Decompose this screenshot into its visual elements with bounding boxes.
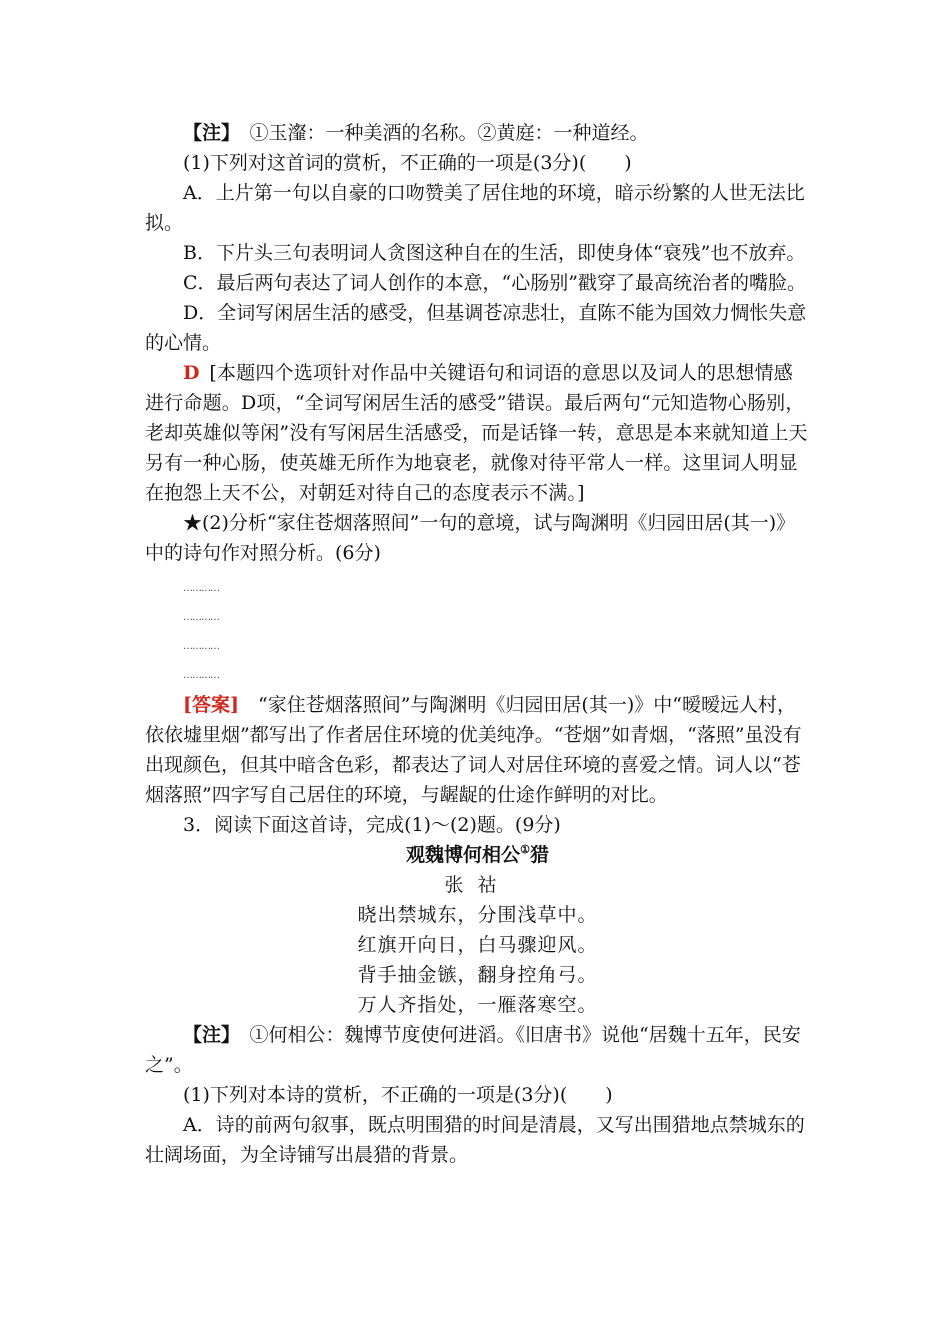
option-c: C．最后两句表达了词人创作的本意，“心肠别”戳穿了最高统治者的嘴脸。	[183, 272, 806, 294]
answer-line: …………	[183, 670, 219, 681]
q2-sub2-answer	[145, 690, 810, 810]
q2-sub1-stem: (1)下列对这首词的赏析，不正确的一项是(3分)( )	[183, 152, 632, 174]
note-label: 【注】	[183, 1024, 231, 1046]
note-text: ①玉瀣：一种美酒的名称。②黄庭：一种道经。	[249, 122, 649, 144]
q3-note	[145, 1020, 810, 1080]
poem-line: 红旗开向日，白马骤迎风。	[357, 934, 598, 956]
poem-title-end: 猎	[529, 844, 549, 866]
note-text: ①何相公：魏博节度使何进滔。《旧唐书》说他“居魏十五年，民安之”。	[145, 1024, 801, 1076]
poem-title	[145, 840, 810, 870]
answer-line: …………	[183, 583, 219, 594]
answer-text: “家住苍烟落照间”与陶渊明《归园田居(其一)》中“暧暧远人村，依依墟里烟”都写出了作者居住环境的优美纯净。“苍烟”如青烟，“落照”虽没有出现颜色，但其中暗含色彩，都表达了词人对居住环境的喜爱之情。词人以“苍烟落照”四字写自己居住的环境，与龌龊的仕途作鲜明的对比。	[145, 694, 802, 806]
document-page	[145, 118, 810, 1170]
answer-letter: D	[183, 362, 200, 384]
option-b: B．下片头三句表明词人贪图这种自在的生活，即使身体“衰残”也不放弃。	[183, 242, 806, 264]
q3-sub1-stem: (1)下列对本诗的赏析，不正确的一项是(3分)( )	[183, 1084, 613, 1106]
answer-line: …………	[183, 641, 219, 652]
q3-stem: 3．阅读下面这首诗，完成(1)～(2)题。(9分)	[183, 814, 561, 836]
note-label: 【注】	[183, 122, 231, 144]
option-a: A．上片第一句以自豪的口吻赞美了居住地的环境，暗示纷繁的人世无法比拟。	[145, 182, 805, 234]
poem-title-text: 观魏博何相公	[406, 844, 521, 866]
poem-title-mark: ①	[520, 843, 530, 856]
q2-sub2-stem: ★(2)分析“家住苍烟落照间”一句的意境，试与陶渊明《归园田居(其一)》中的诗句作对照分析。(6分)	[145, 512, 796, 564]
answer-label: [答案]	[183, 694, 239, 716]
poem-line: 晓出禁城东，分围浅草中。	[357, 904, 598, 926]
answer-area	[145, 568, 810, 690]
q2-sub1-answer	[145, 358, 810, 508]
poem-line: 万人齐指处，一雁落寒空。	[357, 994, 598, 1016]
poem-author: 张祜	[444, 874, 511, 896]
q2-note	[145, 118, 810, 148]
q3-option-a: A．诗的前两句叙事，既点明围猎的时间是清晨，又写出围猎地点禁城东的壮阔场面，为全诗铺写出晨猎的背景。	[145, 1114, 805, 1166]
answer-line: …………	[183, 612, 219, 623]
poem-line: 背手抽金镞，翻身控角弓。	[357, 964, 598, 986]
answer-explanation: [本题四个选项针对作品中关键语句和词语的意思以及词人的思想情感进行命题。D项，“全词写闲居生活的感受”错误。最后两句“元知造物心肠别，老却英雄似等闲”没有写闲居生活感受，而是话锋一转，意思是本来就知道上天另有一种心肠，使英雄无所作为地衰老，就像对待平常人一样。这里词人明显在抱怨上天不公，对朝廷对待自己的态度表示不满。]	[145, 362, 808, 504]
option-d: D．全词写闲居生活的感受，但基调苍凉悲壮，直陈不能为国效力惆怅失意的心情。	[145, 302, 807, 354]
